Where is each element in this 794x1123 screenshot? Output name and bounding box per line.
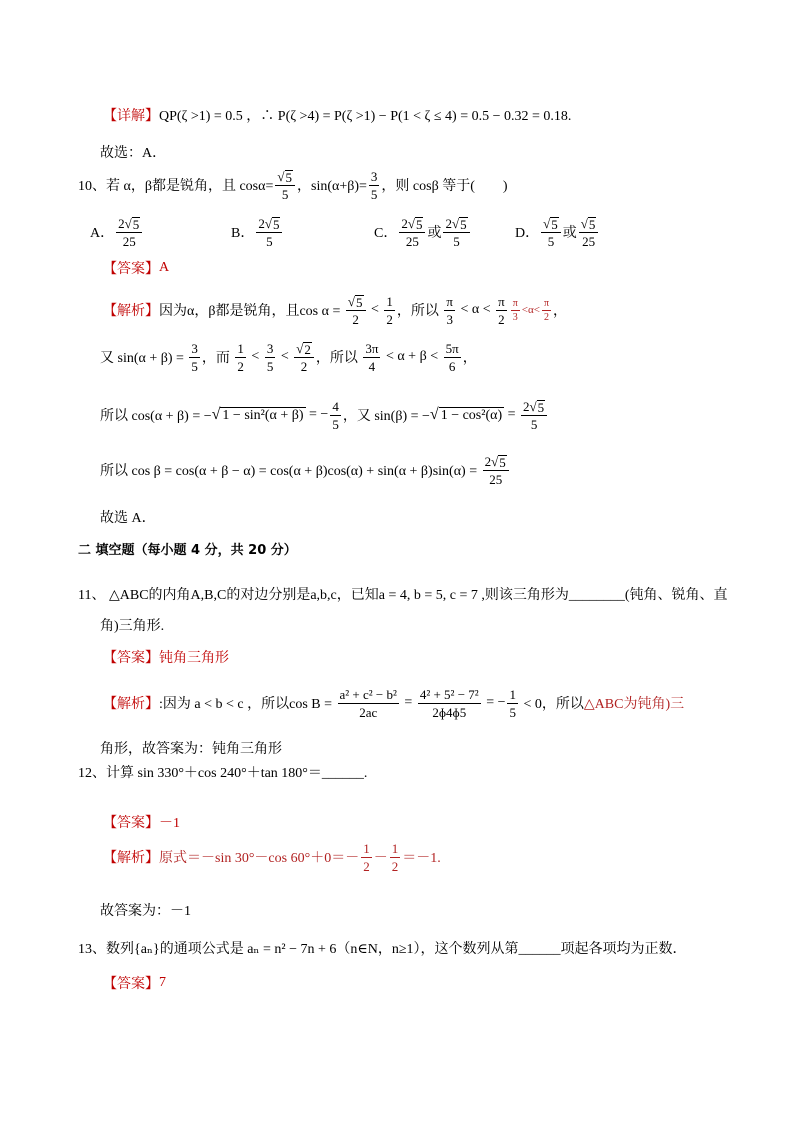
analysis-text: < — [367, 302, 383, 317]
denominator: 5 — [332, 416, 339, 432]
detail-text: QP(ζ >1) = 0.5 ，∴ P(ζ >4) = P(ζ >1) − P(1 < ζ ≤ 4) = 0.5 − 0.32 = 0.18. — [159, 109, 572, 124]
analysis-text: ， — [553, 304, 567, 319]
q10-option-b — [231, 212, 284, 252]
q10-stem-text-b: ，sin(α+β)= — [297, 179, 367, 194]
root-sign: √ — [264, 215, 272, 231]
denominator: 5 — [370, 186, 378, 202]
option-key: B． — [231, 226, 255, 241]
coefficient: 2 — [523, 398, 530, 414]
denominator: 5 — [281, 186, 289, 202]
fraction — [483, 454, 509, 487]
analysis-text: ＝－1. — [402, 851, 441, 866]
q10-analysis-line-4 — [100, 450, 511, 490]
root-sign: √ — [296, 340, 304, 356]
radicand: 5 — [415, 216, 423, 232]
denominator: 2 — [300, 358, 308, 374]
root-sign: √ — [407, 215, 415, 231]
radicand: 5 — [285, 169, 292, 185]
numerator: 1 — [386, 293, 393, 309]
numerator: π — [512, 297, 518, 309]
coefficient: 2 — [118, 215, 125, 231]
fraction — [384, 294, 395, 327]
radicand: 2 — [304, 341, 311, 357]
fraction — [542, 298, 551, 323]
q12-answer — [103, 812, 180, 832]
numerator — [483, 454, 509, 471]
analysis-text: 因为α，β都是锐角，且cos α = — [159, 304, 344, 319]
q13-stem: 13、数列{aₙ}的通项公式是 aₙ = n² − 7n + 6（n∈N，n≥1），这个数列从第______项起各项均为正数． — [78, 942, 687, 957]
q12-stem: 12、计算 sin 330°＋cos 240°＋tan 180°＝______. — [78, 766, 368, 781]
root-sign: √ — [429, 406, 439, 423]
denominator: 5 — [547, 233, 555, 249]
analysis-text: = — [504, 407, 520, 422]
q12-analysis — [103, 837, 441, 877]
denominator: 5 — [266, 358, 274, 374]
fraction — [235, 341, 246, 374]
numerator — [443, 216, 469, 233]
numerator — [399, 216, 425, 233]
denominator: 2 — [386, 311, 393, 327]
analysis-text: < 0，所以 — [519, 697, 584, 712]
analysis-text: 所以 cos(α + β) = − — [100, 409, 212, 424]
radicand: 5 — [537, 399, 545, 415]
denominator: 4 — [368, 358, 376, 374]
analysis-text: 所以 cos β = cos(α + β − α) = cos(α + β)cos(α) + sin(α + β)sin(α) = — [100, 464, 481, 479]
section-heading: 二 填空题（每小题 4 分，共 20 分） — [78, 542, 297, 558]
analysis-text: < α < — [456, 302, 495, 317]
answer-label: 【答案】 — [103, 651, 159, 666]
denominator: 2 — [543, 311, 549, 323]
analysis-text: 原式＝－sin 30°－cos 60°＋0＝－ — [159, 851, 360, 866]
numerator: π — [543, 297, 549, 309]
analysis-text: ， — [462, 351, 477, 366]
numerator — [116, 216, 142, 233]
numerator: 3 — [370, 168, 378, 184]
numerator: 4 — [332, 398, 339, 414]
q11-stem-line-2: 角)三角形. — [100, 619, 165, 634]
numerator: 1 — [509, 686, 516, 702]
denominator: 25 — [582, 233, 596, 249]
denominator: 2 — [352, 311, 359, 327]
denominator: 25 — [405, 233, 419, 249]
q10-stem — [78, 165, 508, 205]
analysis-text: ，所以 — [315, 351, 362, 366]
detail-line — [103, 105, 571, 125]
q10-stem-text-a: 10、若 α，β都是锐角，且 cosα= — [78, 179, 274, 194]
q10-option-a — [90, 212, 144, 252]
q13-answer — [103, 973, 166, 993]
fraction — [418, 687, 481, 720]
option-separator: 或 — [427, 226, 442, 241]
numerator: π — [446, 293, 453, 309]
fraction — [265, 341, 276, 374]
fraction — [363, 341, 380, 374]
analysis-text: < α + β < — [382, 349, 442, 364]
analysis-label: 【解析】 — [103, 697, 159, 712]
numerator — [521, 399, 547, 416]
q11-answer — [103, 647, 229, 667]
q10-conclusion: 故选 A． — [100, 511, 156, 526]
radicand: 1 − cos²(α) — [440, 407, 503, 423]
fraction — [338, 687, 399, 720]
coefficient: 2 — [484, 453, 492, 469]
q10-option-d — [515, 212, 600, 252]
analysis-text: = − — [305, 407, 329, 422]
option-key: A． — [90, 226, 115, 241]
analysis-text: － — [373, 851, 388, 866]
fraction — [369, 169, 380, 202]
denominator: 6 — [448, 358, 456, 374]
fraction — [346, 294, 366, 327]
radicand: 5 — [588, 216, 596, 232]
detail-label: 【详解】 — [103, 109, 159, 124]
fraction — [579, 216, 599, 249]
q10-stem-text-c: ，则 cosβ 等于( ) — [381, 179, 508, 194]
numerator — [541, 216, 561, 233]
fraction — [390, 841, 401, 874]
q11-analysis-tail: 角形，故答案为：钝角三角形 — [100, 742, 282, 757]
radicand: 5 — [460, 216, 467, 232]
analysis-label: 【解析】 — [103, 851, 159, 866]
prev-conclusion: 故选：A． — [100, 146, 167, 161]
fraction — [399, 216, 425, 249]
numerator: 1 — [391, 840, 399, 856]
analysis-text: = — [400, 695, 416, 710]
coefficient: 2 — [445, 215, 452, 231]
q12-analysis-tail: 故答案为：－1 — [100, 904, 191, 919]
radicand: 1 − sin²(α + β) — [222, 407, 304, 423]
analysis-text: ，又 sin(β) = − — [342, 409, 430, 424]
fraction — [521, 399, 547, 432]
denominator: 5 — [509, 704, 516, 720]
numerator — [579, 216, 599, 233]
root-sign: √ — [347, 293, 355, 309]
numerator: π — [498, 293, 505, 309]
numerator: 3π — [365, 340, 379, 356]
numerator — [275, 169, 295, 186]
analysis-text: ，而 — [201, 351, 234, 366]
denominator: 25 — [122, 233, 136, 249]
q10-option-c — [374, 212, 472, 252]
denominator: 5 — [266, 233, 273, 249]
numerator: 1 — [237, 340, 244, 356]
numerator — [256, 216, 282, 233]
fraction — [116, 216, 142, 249]
root-sign: √ — [529, 398, 537, 414]
root-sign: √ — [491, 453, 499, 469]
analysis-text: < — [277, 349, 293, 364]
analysis-text: <α< — [521, 304, 540, 316]
q10-analysis-line-2 — [100, 337, 477, 377]
analysis-text: △ABC为钝角)三 — [583, 697, 685, 712]
answer-value: 钝角三角形 — [159, 651, 229, 666]
denominator: 3 — [446, 311, 453, 327]
analysis-text: < — [247, 349, 263, 364]
root-sign: √ — [124, 215, 132, 231]
numerator: 3 — [266, 340, 274, 356]
numerator — [294, 341, 314, 358]
fraction — [275, 169, 295, 202]
analysis-text: 又 sin(α + β) = — [100, 351, 188, 366]
radicand: 5 — [272, 216, 280, 232]
fraction — [330, 399, 341, 432]
fraction — [294, 341, 314, 374]
root-sign: √ — [543, 215, 551, 231]
denominator: 5 — [191, 358, 198, 374]
option-key: D． — [515, 226, 540, 241]
denominator: 5 — [453, 233, 460, 249]
denominator: 2ɸ4ɸ5 — [432, 704, 467, 720]
analysis-text: ，所以 — [396, 304, 443, 319]
numerator: 1 — [363, 840, 370, 856]
q11-stem-line-1: 11、 △ABC的内角A,B,C的对边分别是a,b,c，已知a = 4, b = 5, c = 7 ,则该三角形为________(钝角、锐角、直 — [78, 588, 728, 603]
numerator — [346, 294, 366, 311]
denominator: 3 — [512, 311, 518, 323]
denominator: 2 — [391, 858, 399, 874]
fraction — [189, 341, 200, 374]
numerator: 3 — [191, 340, 198, 356]
numerator: 5π — [445, 340, 459, 356]
fraction — [541, 216, 561, 249]
answer-label: 【答案】 — [103, 262, 159, 277]
analysis-text: = − — [482, 695, 506, 710]
overlapping-inequality — [509, 298, 553, 323]
q10-analysis-line-1 — [103, 290, 567, 330]
root-sign: √ — [277, 168, 285, 184]
analysis-text: :因为 a < b < c ，所以cos B = — [159, 697, 336, 712]
analysis-label: 【解析】 — [103, 304, 159, 319]
q10-answer — [103, 258, 169, 278]
coefficient: 2 — [258, 215, 265, 231]
denominator: 25 — [489, 471, 503, 487]
fraction — [444, 341, 461, 374]
fraction — [496, 294, 507, 327]
root-sign: √ — [451, 215, 460, 231]
numerator: a² + c² − b² — [339, 686, 397, 702]
q11-analysis — [103, 683, 684, 723]
fraction — [361, 841, 372, 874]
denominator: 2ac — [359, 704, 378, 720]
answer-value: 7 — [159, 975, 166, 990]
root-sign: √ — [211, 406, 221, 423]
answer-label: 【答案】 — [103, 816, 159, 831]
option-key: C． — [374, 226, 398, 241]
denominator: 2 — [498, 311, 505, 327]
denominator: 5 — [530, 416, 538, 432]
fraction — [256, 216, 282, 249]
numerator: 4² + 5² − 7² — [419, 686, 479, 702]
fraction — [507, 687, 518, 720]
answer-value: A — [159, 260, 170, 275]
fraction — [511, 298, 520, 323]
radicand: 5 — [132, 216, 140, 232]
radicand: 5 — [356, 294, 363, 310]
coefficient: 2 — [401, 215, 408, 231]
answer-label: 【答案】 — [103, 977, 159, 992]
radicand: 5 — [551, 216, 558, 232]
denominator: 2 — [237, 358, 244, 374]
answer-value: －1 — [159, 816, 180, 831]
option-separator: 或 — [562, 226, 577, 241]
root-sign: √ — [580, 215, 588, 231]
radicand: 5 — [499, 454, 506, 470]
denominator: 2 — [363, 858, 370, 874]
fraction — [443, 216, 469, 249]
q10-analysis-line-3 — [100, 395, 549, 435]
fraction — [444, 294, 455, 327]
